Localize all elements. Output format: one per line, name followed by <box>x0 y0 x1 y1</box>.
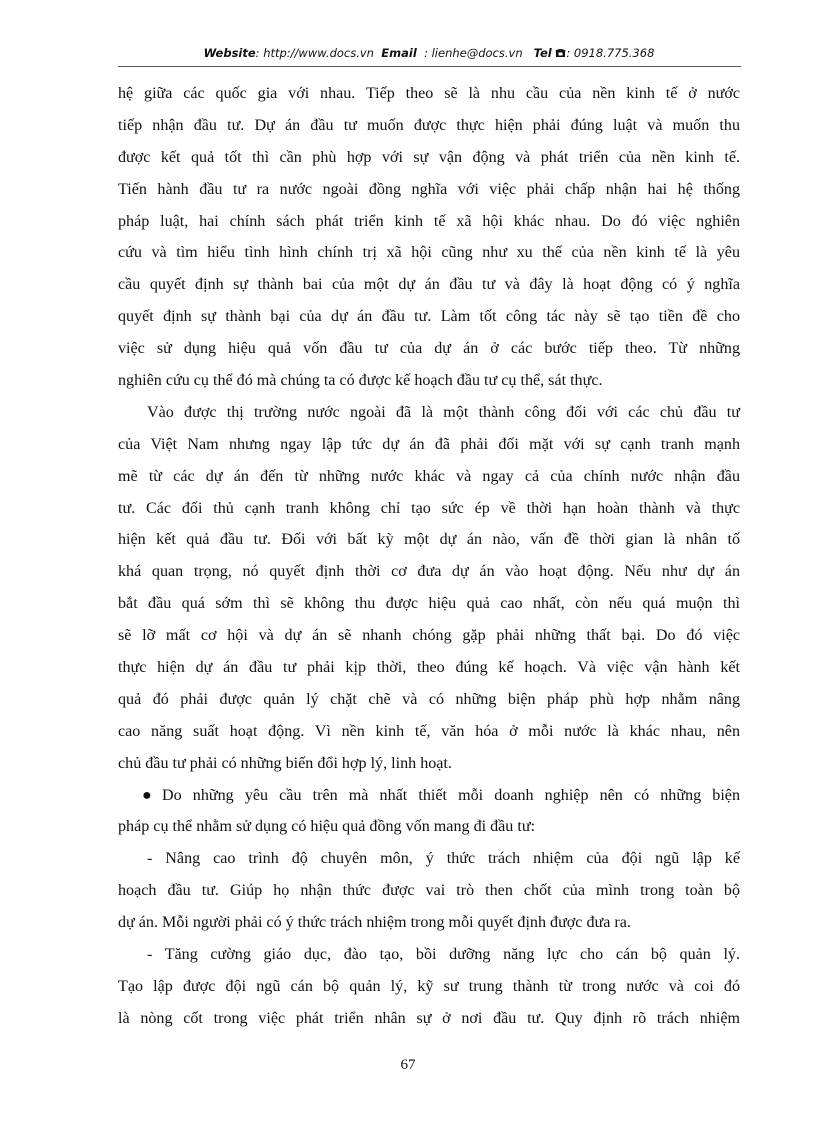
dash-paragraph-1 <box>118 843 740 939</box>
text-line: chủ đầu tư phải có những biến đổi hợp lý, linh hoạt. <box>118 754 452 772</box>
bullet-line <box>118 780 740 812</box>
text-line: của Việt Nam nhưng ngay lập tức dự án đã phải đối mặt với sự cạnh tranh mạnh <box>118 435 740 453</box>
phone-icon <box>555 47 566 61</box>
paragraph-1 <box>118 78 740 397</box>
text-line: tư. Các đối thủ cạnh tranh không chỉ tạo sức ép về thời hạn hoàn thành và thực <box>118 499 740 517</box>
text-line: Tiến hành đầu tư ra nước ngoài đồng nghĩa với việc phải chấp nhận hai hệ thống <box>118 180 740 198</box>
bullet-paragraph <box>118 780 740 844</box>
paragraph-2 <box>118 397 740 780</box>
text-line: tiếp nhận đầu tư. Dự án đầu tư muốn được thực hiện phải đúng luật và muốn thu <box>118 116 740 134</box>
page-header <box>118 46 740 68</box>
email-value: : lienhe@docs.vn <box>424 46 523 60</box>
dash-paragraph-2 <box>118 939 740 1035</box>
text-line: bắt đầu quá sớm thì sẽ không thu được hiệu quả cao nhất, còn nếu quá muộn thì <box>118 595 740 613</box>
text-line: Tạo lập được đội ngũ cán bộ quản lý, kỹ sư trung thành từ trong nước và coi đó <box>118 977 740 995</box>
document-body <box>118 78 740 1035</box>
bullet-icon: ● <box>142 786 152 804</box>
header-divider <box>118 66 741 67</box>
text-line: pháp luật, hai chính sách phát triển kinh tế xã hội khác nhau. Do đó việc nghiên <box>118 212 740 230</box>
text-line: pháp cụ thể nhằm sử dụng có hiệu quả đồng vốn mang đi đầu tư: <box>118 818 536 836</box>
text-line: mẽ từ các dự án đến từ những nước khác và ngay cả của chính nước nhận đầu <box>118 467 740 485</box>
tel-value: : 0918.775.368 <box>566 46 655 60</box>
text-line: quả đó phải được quản lý chặt chẽ và có những biện pháp phù hợp nhằm nâng <box>118 690 740 708</box>
text-line: hiện kết quả đầu tư. Đối với bất kỳ một dự án nào, vấn đề thời gian là nhân tố <box>118 531 740 549</box>
text-line: quyết định sự thành bại của dự án đầu tư. Làm tốt công tác này sẽ tạo tiền đề cho <box>118 308 740 326</box>
page-number: 67 <box>400 1057 416 1073</box>
text-line: là nòng cốt trong việc phát triển nhân sự ở nơi đầu tư. Quy định rõ trách nhiệm <box>118 1009 740 1027</box>
text-line: nghiên cứu cụ thể đó mà chúng ta có được kế hoạch đầu tư cụ thể, sát thực. <box>118 372 603 390</box>
text-line: thực hiện dự án đầu tư phải kịp thời, theo đúng kế hoạch. Và việc vận hành kết <box>118 659 740 677</box>
text-line: hệ giữa các quốc gia với nhau. Tiếp theo sẽ là nhu cầu của nền kinh tế ở nước <box>118 85 740 102</box>
text-line: Vào được thị trường nước ngoài đã là một thành công đối với các chủ đầu tư <box>147 403 740 421</box>
tel-label: Tel <box>533 46 552 60</box>
text-line: dự án. Mỗi người phải có ý thức trách nhiệm trong mỗi quyết định được đưa ra. <box>118 914 631 932</box>
text-line: cứu và tìm hiểu tình hình chính trị xã hội cũng như xu thế của nền kinh tế là yêu <box>118 244 740 262</box>
text-line: việc sử dụng hiệu quả vốn đầu tư của dự án ở các bước tiếp theo. Từ những <box>118 340 740 358</box>
text-line: - Tăng cường giáo dục, đào tạo, bồi dưỡng năng lực cho cán bộ quản lý. <box>147 946 740 964</box>
text-line: sẽ lỡ mất cơ hội và dự án sẽ nhanh chóng gặp phải những thất bại. Do đó việc <box>118 627 740 645</box>
text-line: Do những yêu cầu trên mà nhất thiết mỗi doanh nghiệp nên có những biện <box>162 786 740 804</box>
website-label: Website <box>203 46 256 60</box>
text-line: cao năng suất hoạt động. Vì nền kinh tế, văn hóa ở mỗi nước là khác nhau, nên <box>118 722 740 740</box>
text-line: - Nâng cao trình độ chuyên môn, ý thức trách nhiệm của đội ngũ lập kế <box>147 850 740 868</box>
website-value: : http://www.docs.vn <box>255 46 374 60</box>
text-line: hoạch đầu tư. Giúp họ nhận thức được vai trò then chốt của mình trong toàn bộ <box>118 882 740 900</box>
text-line: cầu quyết định sự thành bai của một dự án đầu tư và đây là hoạt động có ý nghĩa <box>118 276 740 294</box>
text-line: được kết quả tốt thì cần phù hợp với sự vận động và phát triển của nền kinh tế. <box>118 148 740 166</box>
text-line: khá quan trọng, nó quyết định thời cơ đưa dự án vào hoạt động. Nếu như dự án <box>118 563 740 581</box>
email-label: Email <box>381 46 417 60</box>
